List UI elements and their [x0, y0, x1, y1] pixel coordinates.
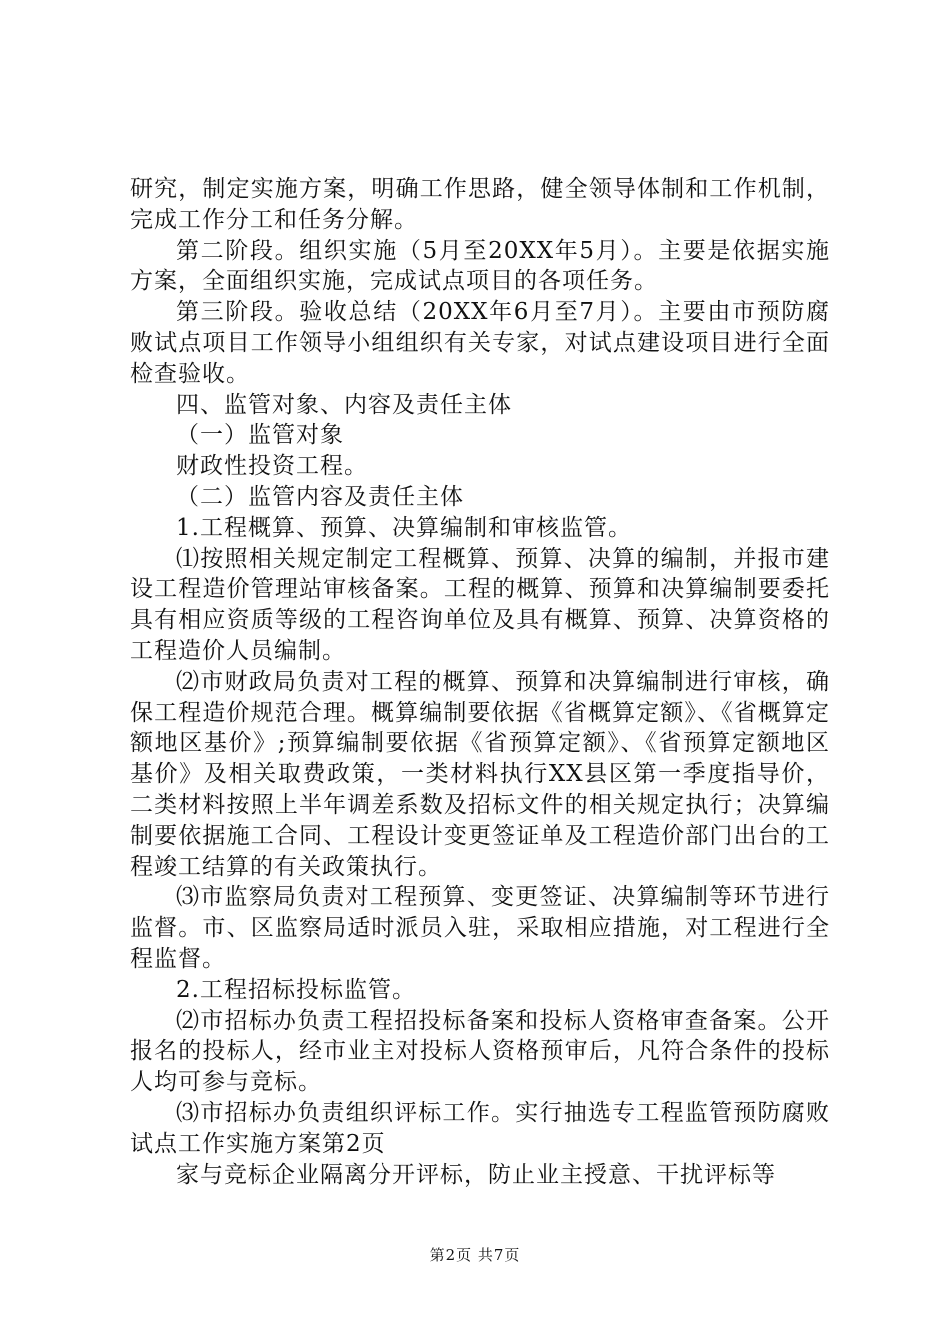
document-body — [130, 174, 830, 1190]
paragraph: ⑵市财政局负责对工程的概算、预算和决算编制进行审核，确保工程造价规范合理。概算编制要依据《省概算定额》、《省概算定额地区基价》;预算编制要依据《省预算定额》、《省预算定额地区基价》及相关取费政策，一类材料执行XX县区第一季度指导价，二类材料按照上半年调差系数及招标文件的相关规定执行；决算编制要依据施工合同、工程设计变更签证单及工程造价部门出台的工程竣工结算的有关政策执行。 — [130, 668, 830, 880]
paragraph: 财政性投资工程。 — [176, 453, 368, 480]
section-heading: 四、监管对象、内容及责任主体 — [176, 391, 512, 418]
paragraph: ⑶市监察局负责对工程预算、变更签证、决算编制等环节进行监督。市、区监察局适时派员入驻，采取相应措施，对工程进行全程监督。 — [130, 884, 830, 972]
paragraph: 研究，制定实施方案，明确工作思路，健全领导体制和工作机制，完成工作分工和任务分解。 — [130, 176, 830, 233]
paragraph: 家与竞标企业隔离分开评标，防止业主授意、干扰评标等 — [176, 1161, 776, 1188]
subsection-heading: （一）监管对象 — [176, 422, 344, 449]
list-item-heading: 2.工程招标投标监管。 — [176, 976, 416, 1003]
paragraph: 第三阶段。验收总结（20XX年6月至7月）。主要由市预防腐败试点项目工作领导小组组织有关专家，对试点建设项目进行全面检查验收。 — [130, 299, 830, 387]
paragraph: ⑵市招标办负责工程招投标备案和投标人资格审查备案。公开报名的投标人，经市业主对投标人资格预审后，凡符合条件的投标人均可参与竞标。 — [130, 1007, 830, 1096]
page-footer: 第2页 共7页 — [429, 1246, 521, 1264]
paragraph: ⑴按照相关规定制定工程概算、预算、决算的编制，并报市建设工程造价管理站审核备案。工程的概算、预算和决算编制要委托具有相应资质等级的工程咨询单位及具有概算、预算、决算资格的工程造价人员编制。 — [130, 545, 830, 664]
list-item-heading: 1.工程概算、预算、决算编制和审核监管。 — [176, 514, 632, 541]
paragraph: ⑶市招标办负责组织评标工作。实行抽选专工程监管预防腐败试点工作实施方案第2页 — [130, 1099, 830, 1157]
subsection-heading: （二）监管内容及责任主体 — [176, 483, 464, 510]
paragraph: 第二阶段。组织实施（5月至20XX年5月）。主要是依据实施方案，全面组织实施，完成试点项目的各项任务。 — [130, 237, 830, 295]
